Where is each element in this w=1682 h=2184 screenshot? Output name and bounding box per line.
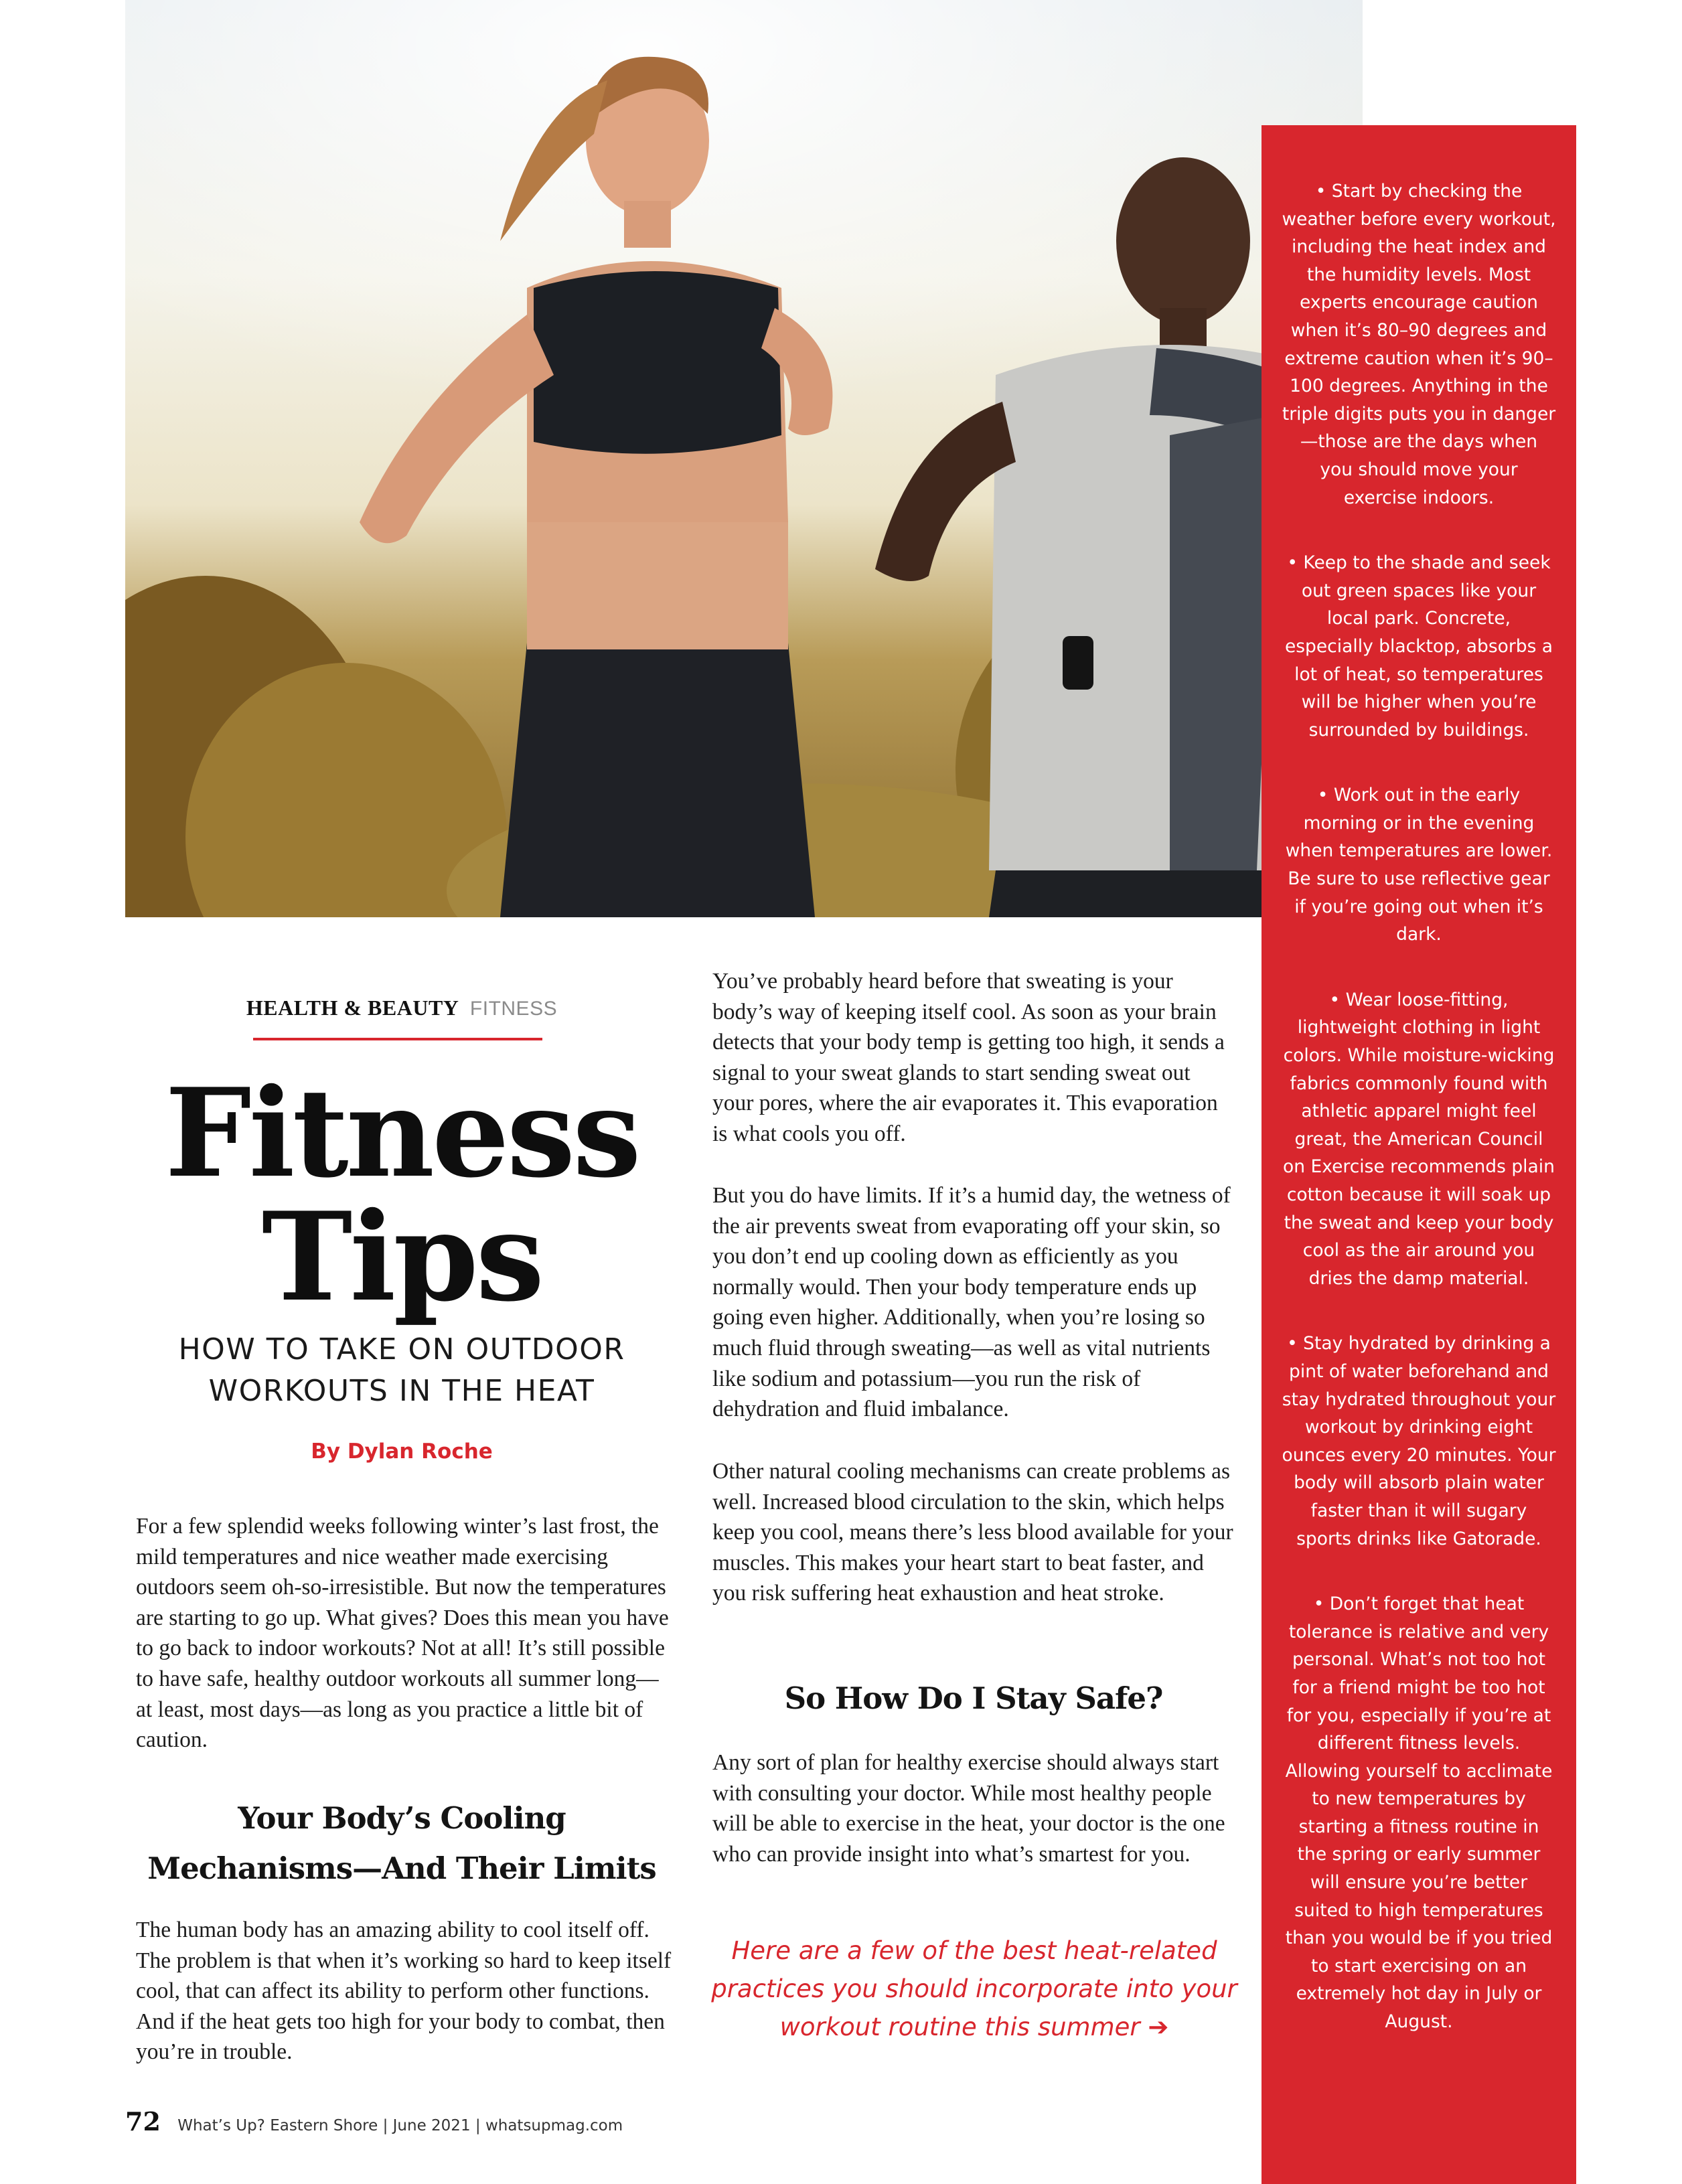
subtitle-line-1: HOW TO TAKE ON OUTDOOR	[178, 1332, 625, 1367]
publication-name: What’s Up? Eastern Shore	[177, 2117, 378, 2134]
website-url: whatsupmag.com	[485, 2117, 623, 2134]
section-heading-stay-safe: So How Do I Stay Safe?	[784, 1681, 1163, 1716]
runners-illustration	[125, 0, 1363, 917]
arrow-right-icon: ➔	[1148, 2013, 1169, 2041]
section-heading-cooling	[134, 1793, 670, 1893]
tip-check-weather: • Start by checking the weather before every workout, including the heat index and the humidity levels. Most experts encourage caution when it’s 80–90 degrees and extreme caution when it’s 90–100 degrees. Anything in the triple digits puts you in danger—those are the days when you should move your exercise indoors.	[1282, 181, 1556, 508]
heading-line-2: Mechanisms—And Their Limits	[147, 1851, 656, 1886]
body-paragraph: You’ve probably heard before that sweating is your body’s way of keeping itself cool. As soon as your brain detects that your body temp is getting too high, it sends a signal to your sweat glands to start sending sweat out your pores, where the air evaporates it. This evaporation is what cools you off.	[712, 969, 1225, 1146]
body-paragraph: Any sort of plan for healthy exercise should always start with consulting your doctor. While most healthy people will be able to exercise in the heat, your doctor is the one who can provide insight into what’s smartest for you.	[712, 1750, 1225, 1867]
issue-date: June 2021	[392, 2117, 471, 2134]
body-paragraph: But you do have limits. If it’s a humid day, the wetness of the air prevents sweat from evaporating off your skin, so you don’t end up cooling down as efficiently as you normally would. Then your body temperature ends up going even higher. Additionally, when you’re losing so much fluid through sweating—as well as vital nutrients like sodium and potassium—you run the risk of dehydration and fluid imbalance.	[712, 1183, 1231, 1422]
subsection-label: FITNESS	[469, 998, 558, 1020]
tip-shade: • Keep to the shade and seek out green spaces like your local park. Concrete, especially blacktop, absorbs a lot of heat, so temperatures will be higher when you’re surrounded by buildings.	[1284, 552, 1553, 740]
body-paragraph: The human body has an amazing ability to cool itself off. The problem is that when it’s working so hard to keep itself cool, that can affect its ability to perform other functions. And if the heat gets too high for your body to combat, then you’re in trouble.	[136, 1918, 672, 2065]
callout-text: Here are a few of the best heat-related practices you should incorporate into your workout routine this summer	[711, 1936, 1237, 2041]
page-footer	[125, 2106, 623, 2136]
subtitle-line-2: WORKOUTS IN THE HEAT	[208, 1374, 595, 1408]
tip-heat-tolerance: • Don’t forget that heat tolerance is relative and very personal. What’s not too hot for a friend might be too hot for you, especially if you’re at different fitness levels. Allowing yourself to acclimate to new temperatures by starting a fitness routine in the spring or early summer will ensure you’re better suited to high temperatures than you would be if you tried to start exercising on an extremely hot day in July or August.	[1285, 1593, 1553, 2033]
kicker-underline	[253, 1038, 542, 1040]
tip-clothing: • Wear loose-fitting, lightweight clothing in light colors. While moisture-wicking fabrics commonly found with athletic apparel might feel great, the American Council on Exercise recommends plain cotton because it will soak up the sweat and keep your body cool as the air around you dries the damp material.	[1283, 989, 1555, 1289]
footer-separator: |	[475, 2117, 481, 2134]
page-number: 72	[125, 2106, 161, 2136]
tip-timing: • Work out in the early morning or in the evening when temperatures are lower. Be sure to use reflective gear if you’re going out when it’s dark.	[1285, 785, 1553, 945]
tip-hydration: • Stay hydrated by drinking a pint of water beforehand and stay hydrated throughout your workout by drinking eight ounces every 20 minutes. Your body will absorb plain water faster than it will sugary sports drinks like Gatorade.	[1282, 1333, 1556, 1549]
article-subtitle	[134, 1329, 670, 1412]
footer-separator: |	[382, 2117, 388, 2134]
section-kicker	[201, 996, 603, 1020]
article-title	[127, 1061, 676, 1328]
hero-photo	[125, 0, 1363, 917]
tips-sidebar	[1262, 125, 1576, 2184]
byline: By Dylan Roche	[311, 1439, 493, 1464]
pull-callout	[703, 1932, 1245, 2046]
title-line-2: Tips	[261, 1185, 542, 1328]
section-label: HEALTH & BEAUTY	[246, 996, 459, 1020]
intro-paragraph: For a few splendid weeks following winter’s last frost, the mild temperatures and nice weather made exercising outdoors seem oh-so-irresistible. But now the temperatures are starting to go up. What gives? Does this mean you have to go back to indoor workouts? Not at all! It’s still possible to have safe, healthy outdoor workouts all summer long—at least, most days—as long as you practice a little bit of caution.	[136, 1514, 669, 1753]
body-paragraph: Other natural cooling mechanisms can create problems as well. Increased blood circulation to the skin, which helps keep you cool, means there’s less blood available for your muscles. This makes your heart start to beat faster, and you risk suffering heat exhaustion and heat stroke.	[712, 1459, 1233, 1606]
title-line-1: Fitness	[165, 1061, 639, 1204]
heading-line-1: Your Body’s Cooling	[238, 1800, 566, 1836]
